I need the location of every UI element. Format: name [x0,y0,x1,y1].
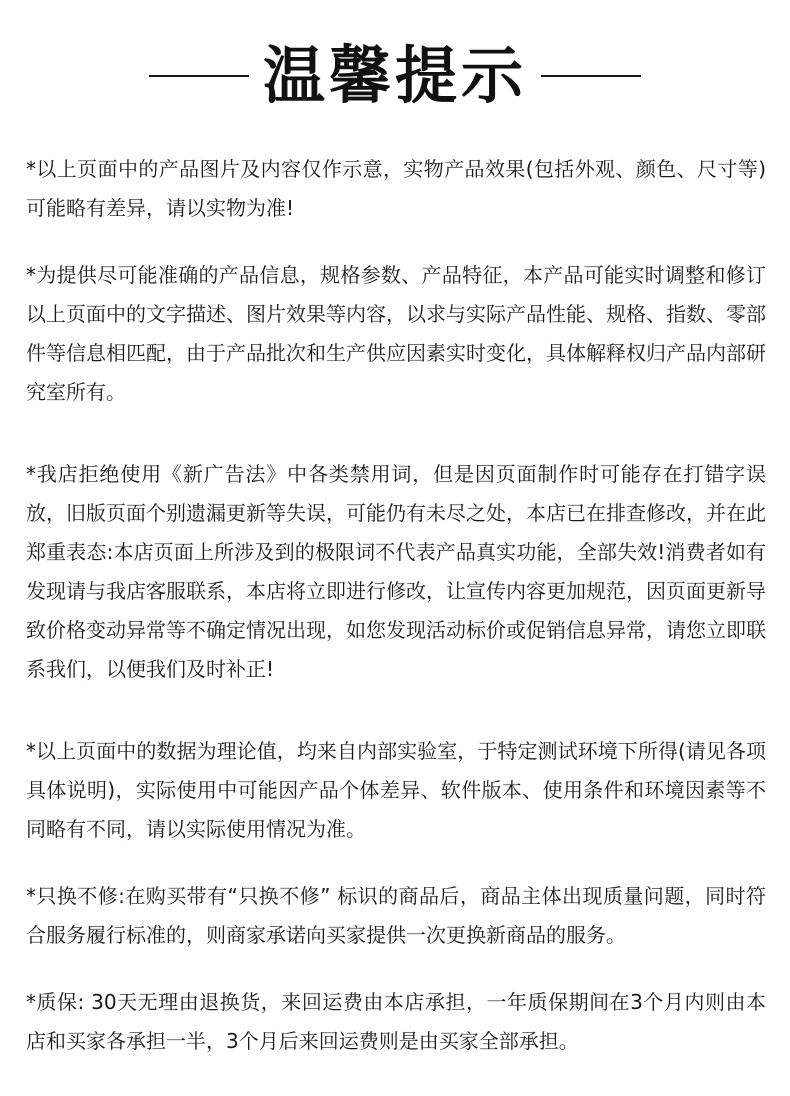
notice-paragraph-product-info: *为提供尽可能准确的产品信息，规格参数、产品特征，本产品可能实时调整和修订以上页面中的文字描述、图片效果等内容，以求与实际产品性能、规格、指数、零部件等信息相匹配，由于产品批次和生产供应因素实时变化，具体解释权归产品内部研究室所有。 [26,263,766,404]
notice-content [26,150,766,1089]
notice-paragraph-image-disclaimer: *以上页面中的产品图片及内容仅作示意，实物产品效果(包括外观、颜色、尺寸等)可能略有差异，请以实物为准! [26,157,766,220]
header [0,36,790,116]
notice-paragraph-data-values: *以上页面中的数据为理论值，均来自内部实验室，于特定测试环境下所得(请见各项具体说明)，实际使用中可能因产品个体差异、软件版本、使用条件和环境因素等不同略有不同，请以实际使用情况为准。 [26,739,766,841]
notice-paragraph-ad-law: *我店拒绝使用《新广告法》中各类禁用词，但是因页面制作时可能存在打错字误放，旧版页面个别遗漏更新等失误，可能仍有未尽之处，本店已在排查修改，并在此郑重表态:本店页面上所涉及到的极限词不代表产品真实功能，全部失效!消费者如有发现请与我店客服联系，本店将立即进行修改，让宣传内容更加规范，因页面更新导致价格变动异常等不确定情况出现，如您发现活动标价或促销信息异常，请您立即联系我们，以便我们及时补正! [26,462,766,681]
title-rule-right [541,75,641,77]
page-title: 温馨提示 [262,39,527,112]
notice-paragraph-warranty: *质保: 30天无理由退换货，来回运费由本店承担，一年质保期间在3个月内则由本店和买家各承担一半，3个月后来回运费则是由买家全部承担。 [26,990,766,1053]
title-rule-left [149,75,249,77]
notice-paragraph-replace-policy: *只换不修:在购买带有“只换不修” 标识的商品后，商品主体出现质量问题，同时符合服务履行标准的，则商家承诺向买家提供一次更换新商品的服务。 [26,884,766,947]
